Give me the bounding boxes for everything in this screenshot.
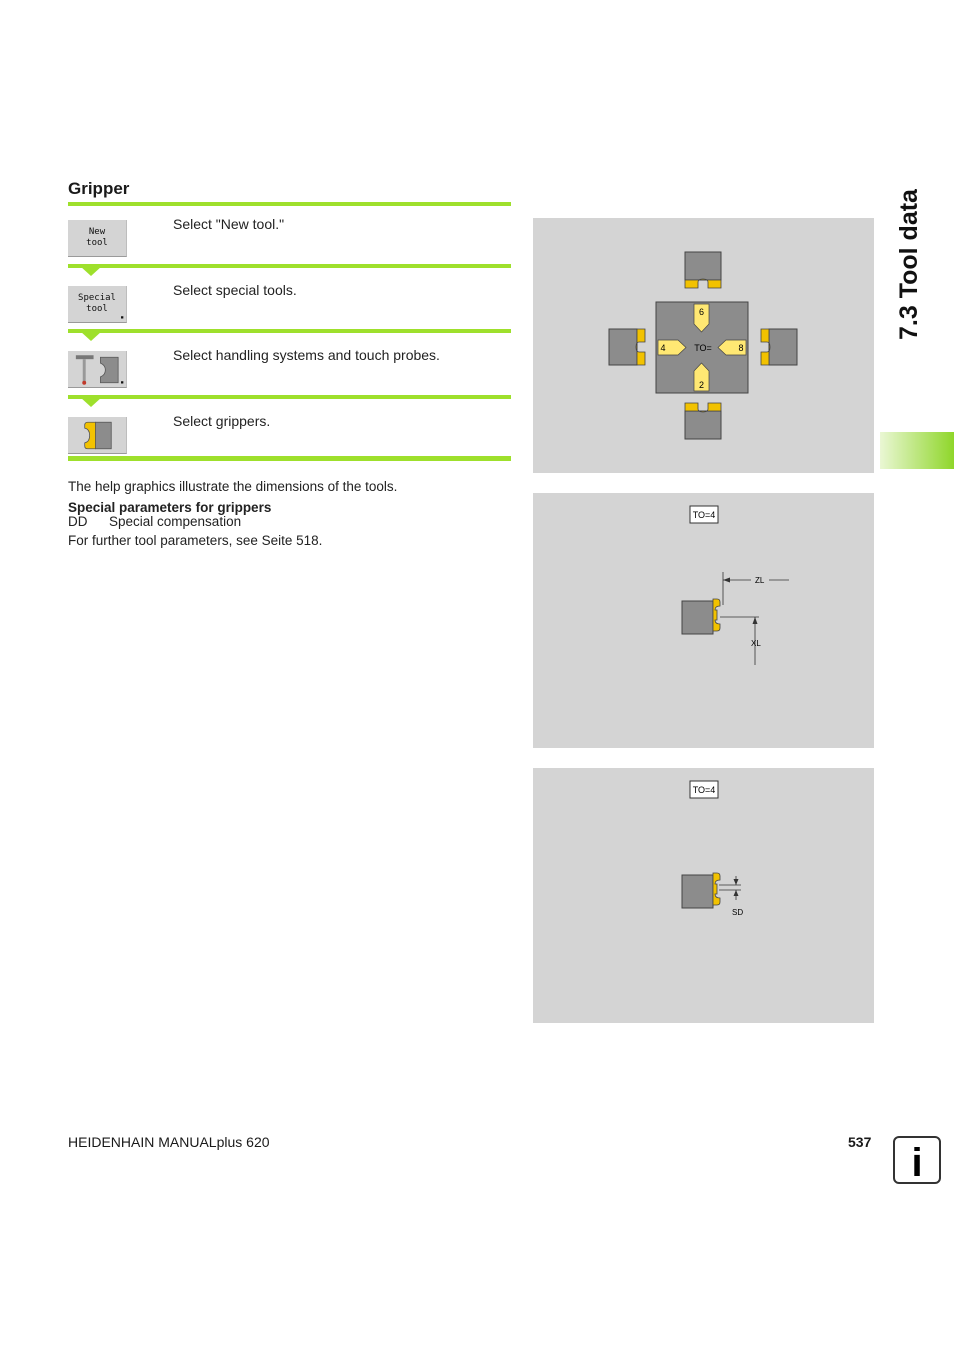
section-title: Gripper (68, 179, 130, 198)
page-number: 537 (848, 1134, 872, 1150)
sd-dimension-figure (533, 768, 874, 1023)
step-2-text: Select special tools. (173, 282, 297, 298)
step-4-text: Select grippers. (173, 413, 271, 429)
submenu-corner-icon: ▪ (120, 379, 124, 386)
arrow-down-icon (80, 331, 102, 341)
step-divider (68, 264, 511, 268)
new-tool-softkey[interactable] (68, 220, 127, 257)
info-glyph-svg (895, 1138, 939, 1182)
gripper-left-icon (609, 329, 645, 365)
gripper-jaws (713, 599, 720, 631)
arrow-down-icon (80, 266, 102, 276)
chapter-title: 7.3 Tool data (895, 189, 923, 340)
step-divider (68, 329, 511, 333)
table-bottom-rule (68, 456, 511, 461)
arrow-down-icon (80, 397, 102, 407)
label-4: 4 (660, 343, 666, 353)
footer-product: HEIDENHAIN MANUALplus 620 (68, 1134, 270, 1150)
new-tool-softkey-label: New tool (86, 227, 108, 248)
gripper-body (682, 601, 713, 634)
param-code: DD (68, 514, 88, 529)
params-heading: Special parameters for grippers (68, 500, 272, 515)
orientation-figure (533, 218, 874, 473)
info-icon (893, 1136, 941, 1184)
label-6: 6 (698, 307, 705, 317)
intro-text: The help graphics illustrate the dimensions of the tools. (68, 479, 398, 494)
table-top-rule (68, 202, 511, 206)
gripper-bottom-icon (685, 403, 721, 439)
special-tool-softkey[interactable] (68, 286, 127, 323)
submenu-corner-icon: ▪ (120, 314, 124, 321)
sd-arrow-bottom (734, 890, 739, 896)
grippers-softkey[interactable] (68, 417, 127, 454)
gripper-top-icon (685, 252, 721, 288)
info-glyph: i (911, 1141, 923, 1182)
step-3-text: Select handling systems and touch probes. (173, 347, 440, 363)
gripper-right-icon (761, 329, 797, 365)
chapter-tab (880, 432, 954, 469)
xl-arrow (753, 617, 758, 624)
xl-label: XL (751, 639, 761, 648)
special-tool-softkey-label: Special tool (78, 293, 116, 314)
to-tag: TO=4 (692, 510, 716, 520)
gripper-body (682, 875, 713, 908)
param-description: Special compensation (109, 514, 242, 529)
sd-label: SD (732, 908, 744, 917)
step-1-text: Select "New tool." (173, 216, 285, 232)
label-to: TO= (694, 343, 712, 353)
step-divider (68, 395, 511, 399)
label-2: 2 (698, 380, 705, 390)
further-parameters-text: For further tool parameters, see Seite 518. (68, 533, 323, 548)
handling-systems-softkey[interactable] (68, 351, 127, 388)
sd-arrow-top (734, 879, 739, 885)
zl-label: ZL (755, 576, 765, 585)
touch-probe-and-gripper-icon (68, 351, 126, 388)
gripper-jaws (713, 873, 720, 905)
label-8: 8 (738, 343, 744, 353)
zl-xl-dimension-figure (533, 493, 874, 748)
gripper-icon (68, 417, 126, 454)
zl-arrow (723, 578, 730, 583)
to-tag: TO=4 (692, 785, 716, 795)
